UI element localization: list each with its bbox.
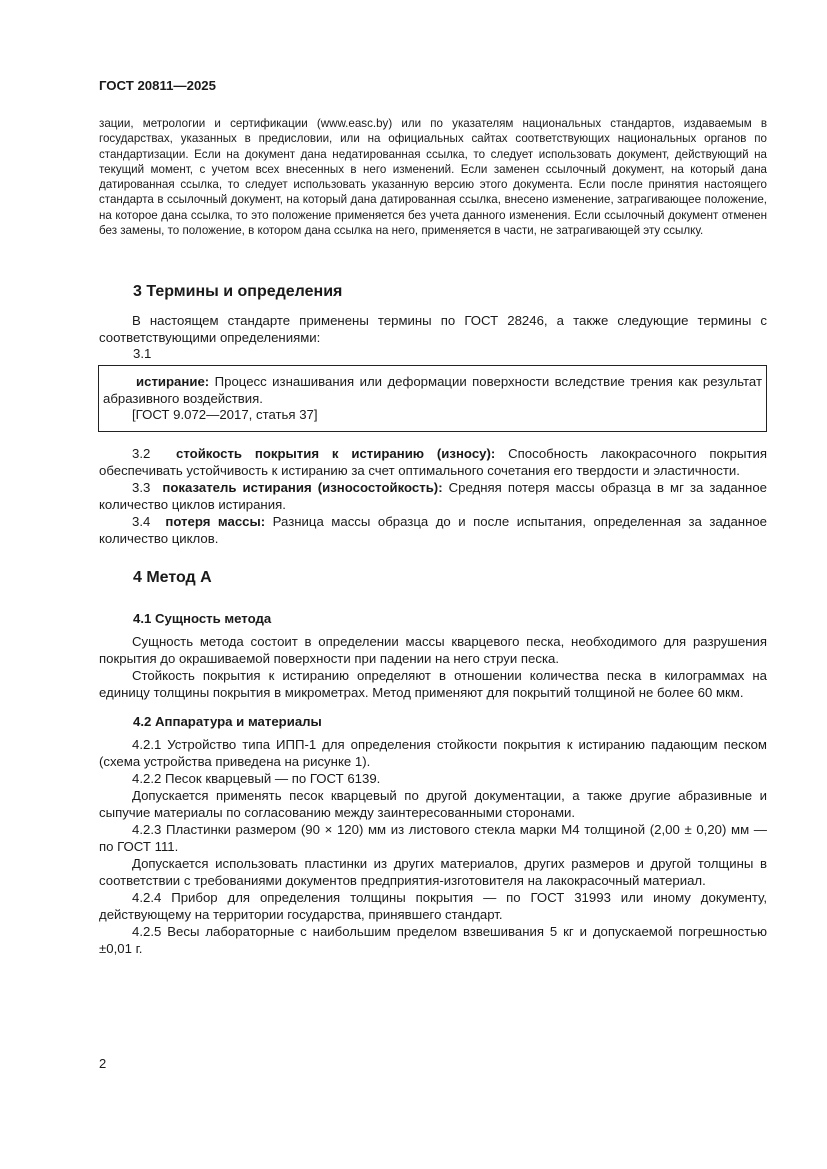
term-3-2 xyxy=(99,446,767,479)
term-3-3-definition: Средняя потеря массы образца в мг за заданное количество циклов истирания. xyxy=(99,480,768,512)
item-4-2-3-note: Допускается использовать пластинки из других материалов, других размеров и другой толщины в соответствии с требованиями документов предприятия-изготовителя на лакокрасочный материал. xyxy=(99,856,767,888)
term-3-3-number: 3.3 xyxy=(132,480,151,495)
section-3-title: 3 Термины и определения xyxy=(133,283,343,300)
term-3-2-definition: Способность лакокрасочного покрытия обеспечивать устойчивость к истиранию за счет оптимального сочетания его твердости и эластичности. xyxy=(99,446,767,478)
section-4-title: 4 Метод А xyxy=(133,569,212,586)
term-3-2-number: 3.2 xyxy=(132,446,151,461)
item-4-2-1: 4.2.1 Устройство типа ИПП-1 для определения стойкости покрытия к истиранию падающим песком (схема устройства приведена на рисунке 1). xyxy=(99,737,767,769)
item-4-2-2-note: Допускается применять песок кварцевый по другой документации, а также другие абразивные и сыпучие материалы по согласованию между заинтересованными сторонами. xyxy=(99,788,767,820)
term-3-1-source: [ГОСТ 9.072—2017, статья 37] xyxy=(132,407,318,422)
section-4-1-p1: Сущность метода состоит в определении массы кварцевого песка, необходимого для разрушения покрытия до окрашиваемой поверхности при падении на него струи песка. xyxy=(99,634,767,666)
term-3-1-text xyxy=(103,374,762,407)
section-4-1-p2: Стойкость покрытия к истиранию определяют в отношении количества песка в килограммах на единицу толщины покрытия в микрометрах. Метод применяют для покрытий толщиной не более 60 мкм. xyxy=(99,668,767,700)
term-3-3-term: показатель истирания (износостойкость): xyxy=(162,480,443,495)
item-4-2-5: 4.2.5 Весы лабораторные с наибольшим пределом взвешивания 5 кг и допускаемой погрешностью ±0,01 г. xyxy=(99,924,767,956)
page-number: 2 xyxy=(99,1056,107,1071)
term-3-4-definition: Разница массы образца до и после испытания, определенная за заданное количество циклов. xyxy=(99,514,768,546)
term-3-4-number: 3.4 xyxy=(132,514,151,529)
term-3-1-box xyxy=(98,365,767,432)
section-3-intro: В настоящем стандарте применены термины по ГОСТ 28246, а также следующие термины с соответствующими определениями: xyxy=(99,313,767,345)
term-3-1-term: истирание: xyxy=(136,374,210,389)
term-3-4-term: потеря массы: xyxy=(165,514,266,529)
document-header: ГОСТ 20811—2025 xyxy=(99,78,216,93)
section-4-2-title: 4.2 Аппаратура и материалы xyxy=(133,714,322,729)
term-3-3 xyxy=(99,480,767,513)
item-4-2-3: 4.2.3 Пластинки размером (90 × 120) мм из листового стекла марки М4 толщиной (2,00 ± 0,20) мм — по ГОСТ 111. xyxy=(99,822,767,854)
term-3-1-number: 3.1 xyxy=(133,346,152,361)
item-4-2-4: 4.2.4 Прибор для определения толщины покрытия — по ГОСТ 31993 или иному документу, действующему на территории государства, принявшего стандарт. xyxy=(99,890,767,922)
term-3-4 xyxy=(99,514,767,547)
term-3-1-definition: Процесс изнашивания или деформации поверхности вследствие трения как результат абразивного воздействия. xyxy=(103,374,762,406)
section-4-1-title: 4.1 Сущность метода xyxy=(133,611,272,626)
item-4-2-2: 4.2.2 Песок кварцевый — по ГОСТ 6139. xyxy=(132,771,381,786)
intro-continuation: зации, метрологии и сертификации (www.easc.by) или по указателям национальных стандартов, издаваемым в государствах, указанных в предисловии, или на официальных сайтах соответствующих национальных органов по стандартизации. Если на документ дана недатированная ссылка, то следует использовать документ, действующий на текущий момент, с учетом всех внесенных в него изменений. Если заменен ссылочный документ, на который дана датированная ссылка, то следует использовать указанную версию этого документа. Если после принятия настоящего стандарта в ссылочный документ, на который дана датированная ссылка, внесено изменение, затрагивающее положение, на которое дана ссылка, то это положение применяется без учета данного изменения. Если ссылочный документ отменен без замены, то положение, в котором дана ссылка на него, применяется в части, не затрагивающей эту ссылку. xyxy=(99,117,767,238)
term-3-2-term: стойкость покрытия к истиранию (износу): xyxy=(176,446,496,461)
